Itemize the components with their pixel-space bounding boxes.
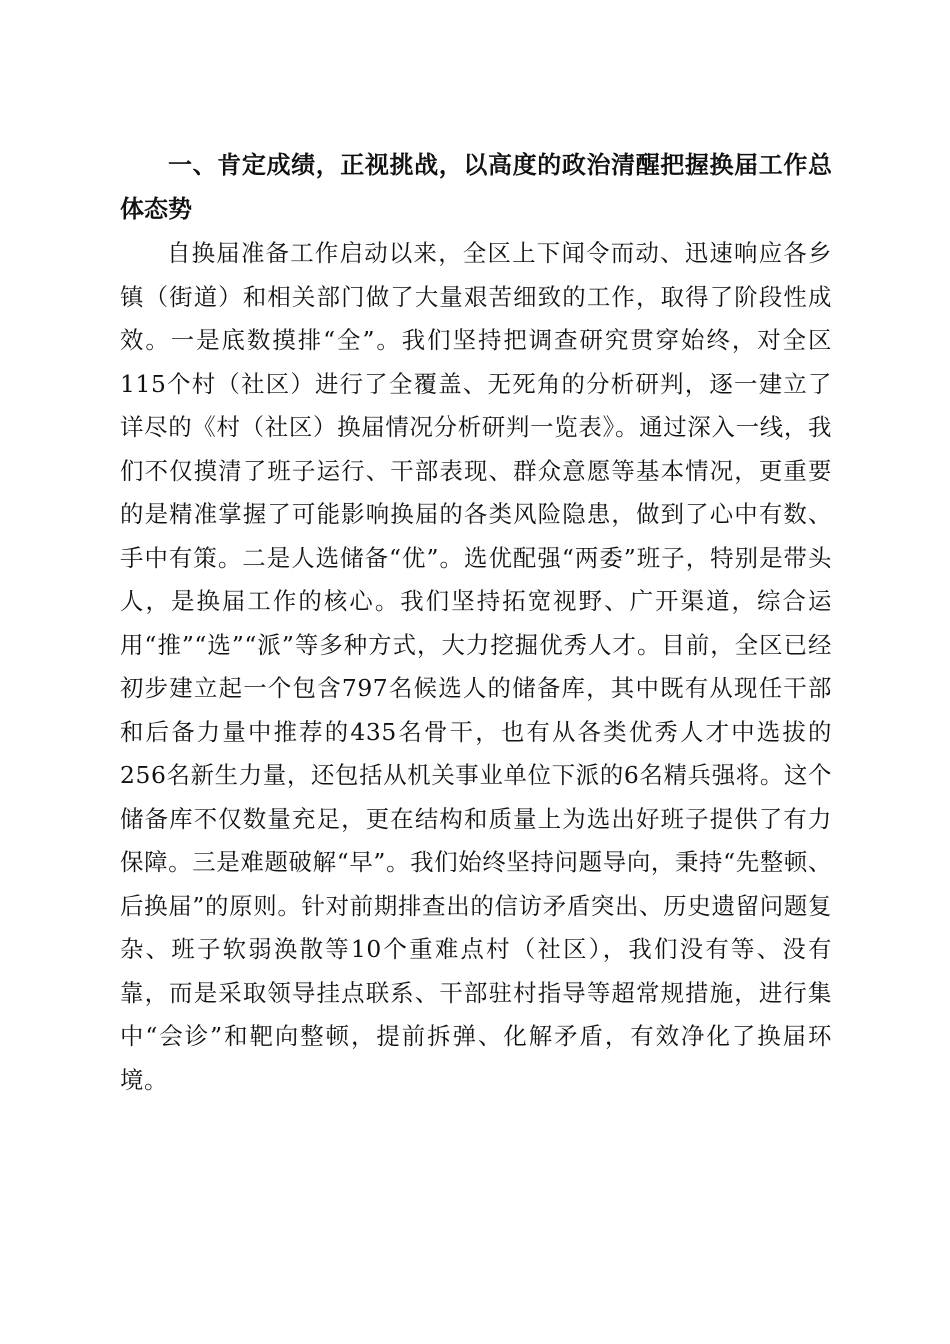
body-paragraph: 自换届准备工作启动以来，全区上下闻令而动、迅速响应各乡镇（街道）和相关部门做了大量艰苦细致的工作，取得了阶段性成效。一是底数摸排“全”。我们坚持把调查研究贯穿始终，对全区115个村（社区）进行了全覆盖、无死角的分析研判，逐一建立了详尽的《村（社区）换届情况分析研判一览表》。通过深入一线，我们不仅摸清了班子运行、干部表现、群众意愿等基本情况，更重要的是精准掌握了可能影响换届的各类风险隐患，做到了心中有数、手中有策。二是人选储备“优”。选优配强“两委”班子，特别是带头人，是换届工作的核心。我们坚持拓宽视野、广开渠道，综合运用“推”“选”“派”等多种方式，大力挖掘优秀人才。目前，全区已经初步建立起一个包含797名候选人的储备库，其中既有从现任干部和后备力量中推荐的435名骨干，也有从各类优秀人才中选拔的256名新生力量，还包括从机关事业单位下派的6名精兵强将。这个储备库不仅数量充足，更在结构和质量上为选出好班子提供了有力保障。三是难题破解“早”。我们始终坚持问题导向，秉持“先整顿、后换届”的原则。针对前期排查出的信访矛盾突出、历史遗留问题复杂、班子软弱涣散等10个重难点村（社区），我们没有等、没有靠，而是采取领导挂点联系、干部驻村指导等超常规措施，进行集中“会诊”和靶向整顿，提前拆弹、化解矛盾，有效净化了换届环境。 [120,239,832,1094]
section-heading: 一、肯定成绩，正视挑战，以高度的政治清醒把握换届工作总体态势 [120,151,832,223]
